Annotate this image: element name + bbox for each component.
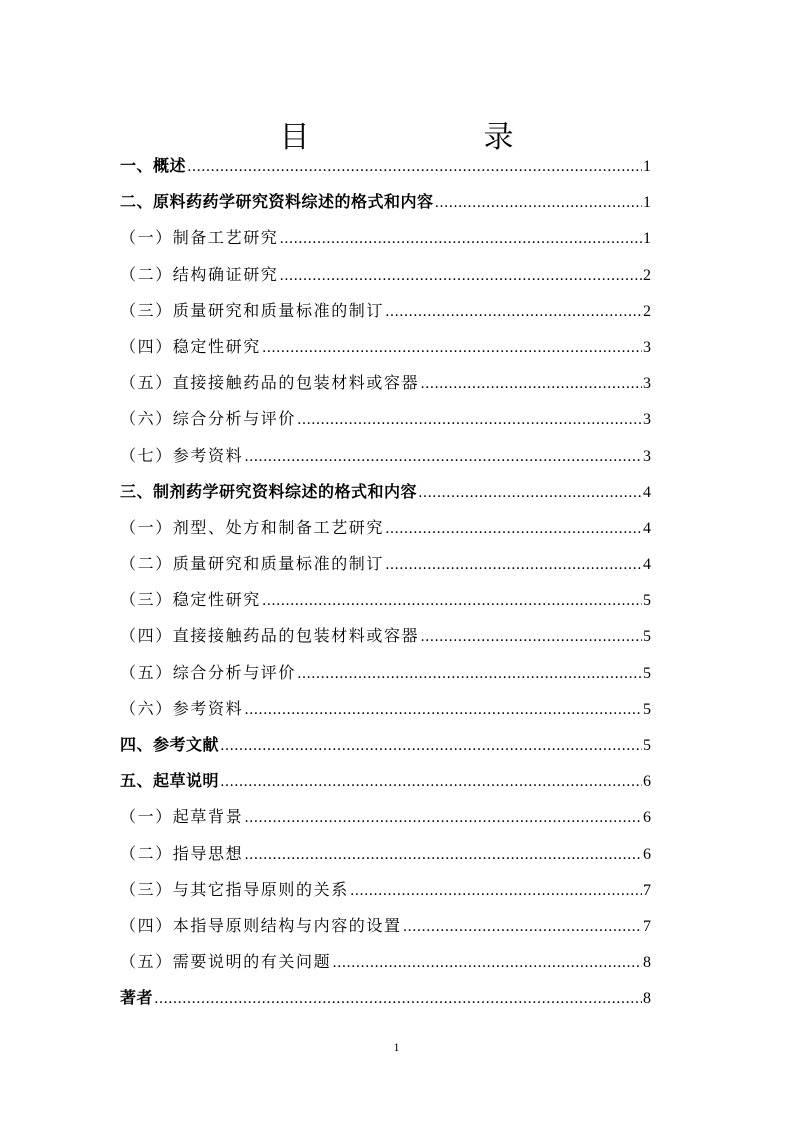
toc-entry-page: 5 [643,737,651,754]
toc-entry[interactable] [120,257,651,293]
toc-entry-label: （三）质量研究和质量标准的制订 [120,300,385,320]
toc-entry[interactable] [120,727,651,763]
toc-entry-label: （五）需要说明的有关问题 [120,952,332,972]
toc-entry-label: （四）直接接触药品的包装材料或容器 [120,626,420,646]
toc-leader-dots [297,656,642,692]
toc-entry-page: 8 [643,990,651,1008]
toc-entry[interactable] [120,329,651,365]
toc-entry[interactable] [120,546,651,582]
toc-entry-page: 6 [643,845,651,863]
toc-entry-page: 4 [643,483,651,501]
toc-entry-page: 3 [643,447,651,465]
toc-entry[interactable] [120,401,651,437]
page-number: 1 [393,1040,400,1054]
toc-entry-page: 4 [643,556,651,574]
toc-entry[interactable] [120,691,651,727]
toc-entry-label: （六）综合分析与评价 [120,409,297,429]
toc-entry-page: 3 [643,338,651,356]
toc-entry-page: 8 [643,954,651,972]
toc-entry-page: 1 [643,158,651,175]
toc-entry[interactable] [120,618,651,654]
toc-entry[interactable] [120,872,651,908]
toc-leader-dots [279,258,642,294]
toc-entry-page: 4 [643,519,651,537]
toc-leader-dots [420,619,642,655]
toc-leader-dots [244,439,642,475]
toc-leader-dots [385,547,642,583]
toc-entry-label: （一）起草背景 [120,807,244,827]
toc-leader-dots [262,583,642,619]
toc-entry-label: （二）质量研究和质量标准的制订 [120,554,385,574]
toc-entry-page: 5 [643,592,651,610]
toc-leader-dots [403,909,642,945]
toc-entry[interactable] [120,220,651,256]
toc-leader-dots [332,945,642,981]
toc-entry-label: （四）稳定性研究 [120,336,261,356]
toc-entry-label: （六）参考资料 [120,698,244,718]
toc-entry-label: （四）本指导原则结构与内容的设置 [120,915,402,935]
toc-entry[interactable] [120,184,651,220]
toc-entry[interactable] [120,944,651,980]
toc-entry[interactable] [120,510,651,546]
toc-entry-page: 2 [643,302,651,320]
toc-leader-dots [244,800,642,836]
toc-entry-label: （五）综合分析与评价 [120,662,297,682]
toc-entry-label: （三）稳定性研究 [120,590,261,610]
table-of-contents [120,148,651,1017]
toc-entry[interactable] [120,836,651,872]
toc-entry-label: （三）与其它指导原则的关系 [120,879,349,899]
toc-entry[interactable] [120,763,651,799]
toc-entry-label: （二）指导思想 [120,843,244,863]
toc-entry[interactable] [120,438,651,474]
toc-entry-page: 1 [643,230,651,248]
page-title: 目 录 [279,120,586,156]
toc-entry-page: 6 [643,809,651,827]
toc-entry-page: 7 [643,917,651,935]
toc-entry-label: （二）结构确证研究 [120,264,279,284]
toc-entry-label: （五）直接接触药品的包装材料或容器 [120,373,420,393]
toc-entry-page: 2 [643,266,651,284]
toc-leader-dots [279,221,642,257]
toc-entry[interactable] [120,148,651,184]
toc-entry[interactable] [120,474,651,510]
toc-entry[interactable] [120,365,651,401]
toc-entry[interactable] [120,980,651,1016]
toc-leader-dots [262,330,642,366]
toc-entry-page: 5 [643,664,651,682]
toc-entry-page: 3 [643,375,651,393]
toc-leader-dots [420,366,642,402]
toc-entry[interactable] [120,908,651,944]
toc-entry-label: 四、参考文献 [120,735,220,754]
toc-entry-page: 5 [643,628,651,646]
toc-leader-dots [385,511,642,547]
toc-entry[interactable] [120,799,651,835]
toc-entry[interactable] [120,293,651,329]
toc-entry-page: 7 [643,881,651,899]
toc-entry-label: 著者 [120,988,154,1008]
toc-leader-dots [350,873,642,909]
toc-leader-dots [220,728,642,764]
toc-leader-dots [435,185,642,221]
toc-entry-label: 二、原料药药学研究资料综述的格式和内容 [120,192,434,212]
toc-entry-label: 三、制剂药学研究资料综述的格式和内容 [120,481,418,501]
toc-leader-dots [187,149,642,185]
toc-leader-dots [154,981,642,1017]
toc-leader-dots [220,764,642,800]
toc-entry-page: 5 [643,700,651,718]
toc-entry-label: 一、概述 [120,156,187,175]
toc-leader-dots [297,402,642,438]
toc-leader-dots [244,837,642,873]
toc-entry[interactable] [120,582,651,618]
toc-entry-label: （一）制备工艺研究 [120,228,279,248]
toc-entry-label: （一）剂型、处方和制备工艺研究 [120,517,385,537]
toc-entry-page: 6 [643,773,651,791]
toc-entry[interactable] [120,655,651,691]
toc-leader-dots [418,475,642,511]
toc-entry-page: 3 [643,411,651,429]
toc-entry-label: （七）参考资料 [120,445,244,465]
toc-leader-dots [385,294,642,330]
toc-entry-label: 五、起草说明 [120,771,220,791]
toc-entry-page: 1 [643,194,651,212]
toc-leader-dots [244,692,642,728]
